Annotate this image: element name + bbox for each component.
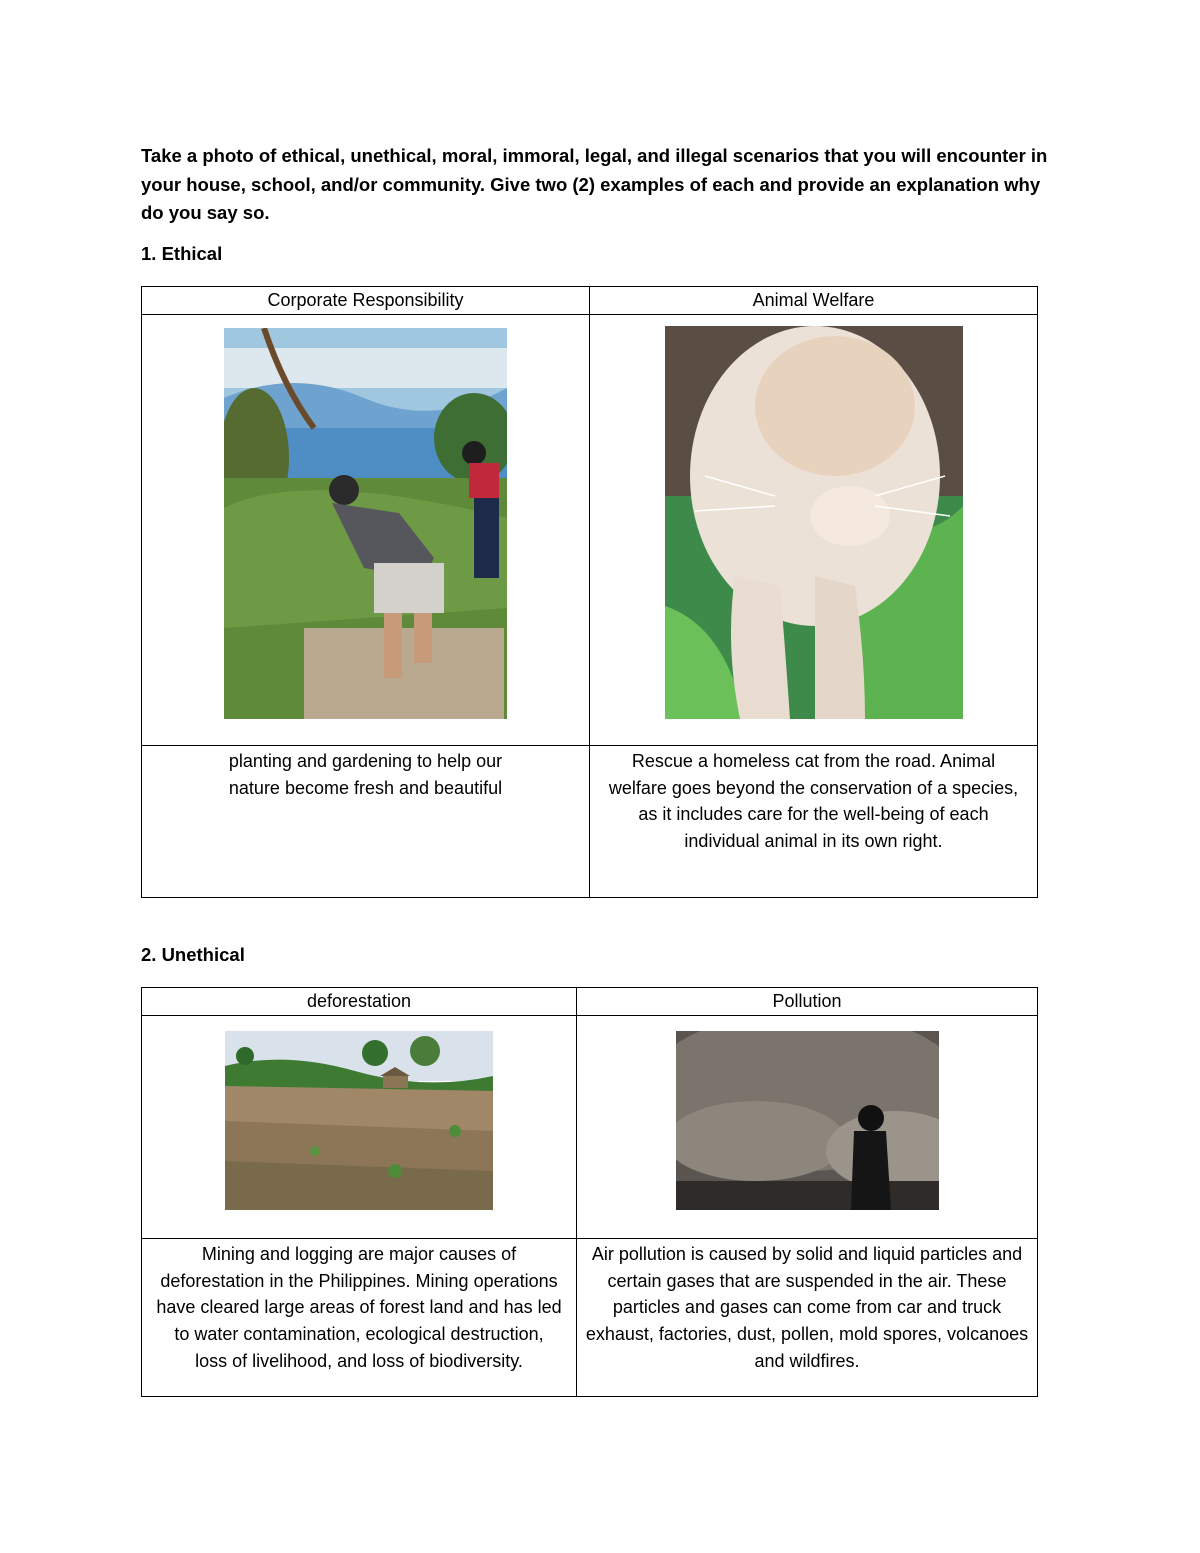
section-heading-unethical: 2. Unethical [141, 944, 245, 965]
column-title-deforestation: deforestation [142, 988, 577, 1016]
description-pollution: Air pollution is caused by solid and liquid particles and certain gases that are suspended in the air. These particles and gases can come from car and truck exhaust, factories, dust, pollen, mold spores, volcanoes and wildfires. [585, 1244, 1029, 1371]
deforestation-photo [225, 1031, 493, 1210]
section-heading-ethical: 1. Ethical [141, 243, 223, 264]
description-animal-welfare: Rescue a homeless cat from the road. Animal welfare goes beyond the conservation of a species, as it includes care for the well-being of each individual animal in its own right. [608, 751, 1019, 852]
unethical-table [141, 987, 1038, 1397]
column-title-animal-welfare: Animal Welfare [590, 287, 1038, 315]
column-title-pollution: Pollution [577, 988, 1038, 1016]
column-title-corporate-responsibility: Corporate Responsibility [142, 287, 590, 315]
cat-photo [665, 326, 963, 719]
gardening-photo [224, 328, 507, 719]
pollution-photo [676, 1031, 939, 1210]
ethical-table [141, 286, 1038, 898]
description-corporate-responsibility: planting and gardening to help our nature become fresh and beautiful [228, 751, 503, 798]
instructions-text: Take a photo of ethical, unethical, moral, immoral, legal, and illegal scenarios that you will encounter in your house, school, and/or community. Give two (2) examples of each and provide an explanation why do you say so. [141, 145, 1048, 223]
description-deforestation: Mining and logging are major causes of deforestation in the Philippines. Mining operations have cleared large areas of forest land and has led to water contamination, ecological destruction, loss of livelihood, and loss of biodiversity. [156, 1244, 562, 1371]
